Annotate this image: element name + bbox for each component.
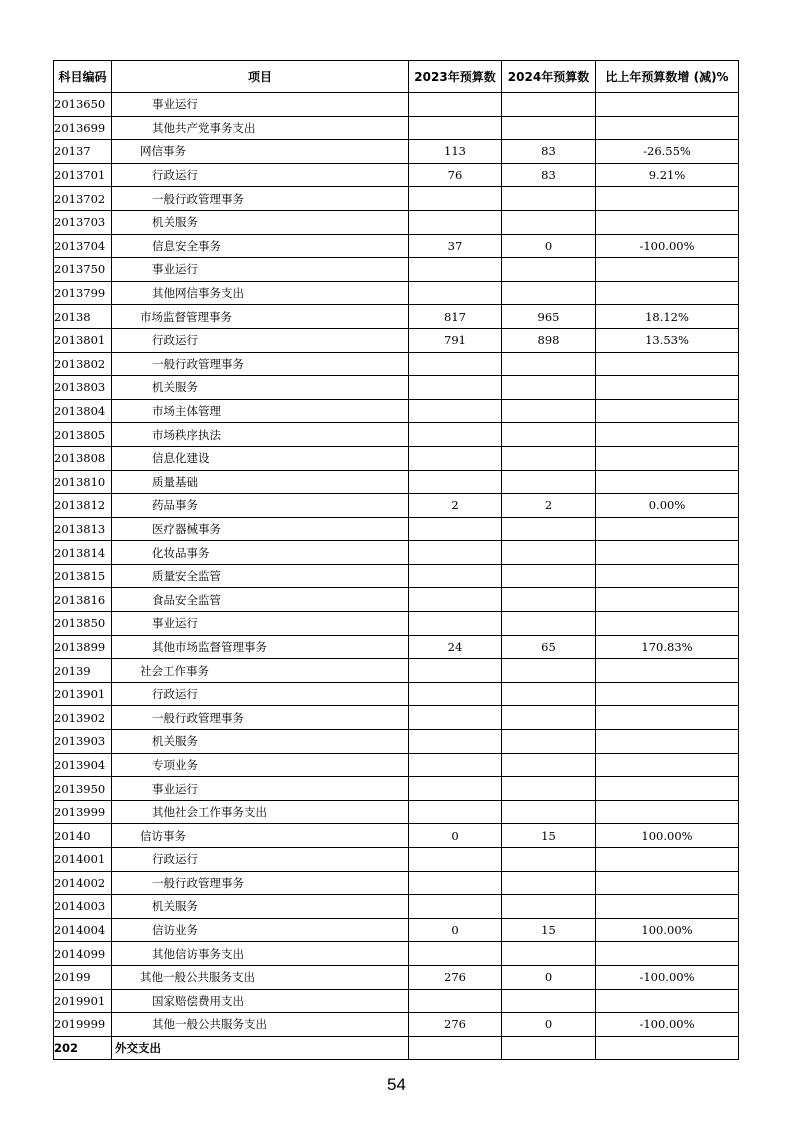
item-cell: 机关服务 bbox=[112, 895, 409, 919]
table-row bbox=[54, 210, 739, 234]
budget-2024-cell bbox=[502, 281, 596, 305]
item-cell: 网信事务 bbox=[112, 140, 409, 164]
item-cell: 食品安全监管 bbox=[112, 588, 409, 612]
header-budget-2023: 2023年预算数 bbox=[409, 61, 502, 93]
budget-2024-cell bbox=[502, 423, 596, 447]
change-pct-cell: 13.53% bbox=[596, 328, 739, 352]
code-cell: 2013813 bbox=[54, 517, 112, 541]
code-cell: 2013901 bbox=[54, 682, 112, 706]
change-pct-cell bbox=[596, 612, 739, 636]
table-row bbox=[54, 848, 739, 872]
item-cell: 一般行政管理事务 bbox=[112, 352, 409, 376]
change-pct-cell: -26.55% bbox=[596, 140, 739, 164]
budget-2023-cell bbox=[409, 800, 502, 824]
item-cell: 医疗器械事务 bbox=[112, 517, 409, 541]
item-cell: 社会工作事务 bbox=[112, 659, 409, 683]
table-row bbox=[54, 93, 739, 117]
table-row bbox=[54, 187, 739, 211]
code-cell: 20199 bbox=[54, 965, 112, 989]
code-cell: 2013699 bbox=[54, 116, 112, 140]
table-row bbox=[54, 470, 739, 494]
budget-2023-cell bbox=[409, 258, 502, 282]
change-pct-cell: 18.12% bbox=[596, 305, 739, 329]
budget-2024-cell bbox=[502, 376, 596, 400]
table-row bbox=[54, 517, 739, 541]
code-cell: 2013802 bbox=[54, 352, 112, 376]
budget-2023-cell: 2 bbox=[409, 494, 502, 518]
code-cell: 2013704 bbox=[54, 234, 112, 258]
table-row bbox=[54, 918, 739, 942]
budget-2023-cell bbox=[409, 588, 502, 612]
budget-2023-cell bbox=[409, 871, 502, 895]
table-body bbox=[54, 93, 739, 1060]
table-row bbox=[54, 423, 739, 447]
change-pct-cell bbox=[596, 659, 739, 683]
item-cell: 其他社会工作事务支出 bbox=[112, 800, 409, 824]
budget-2024-cell bbox=[502, 612, 596, 636]
item-cell: 质量基础 bbox=[112, 470, 409, 494]
budget-2023-cell bbox=[409, 848, 502, 872]
table-row bbox=[54, 328, 739, 352]
code-cell: 2014002 bbox=[54, 871, 112, 895]
code-cell: 2013902 bbox=[54, 706, 112, 730]
budget-2024-cell bbox=[502, 588, 596, 612]
table-row bbox=[54, 305, 739, 329]
item-cell: 其他市场监督管理事务 bbox=[112, 635, 409, 659]
budget-2024-cell bbox=[502, 848, 596, 872]
budget-2023-cell: 0 bbox=[409, 824, 502, 848]
budget-2023-cell: 37 bbox=[409, 234, 502, 258]
change-pct-cell bbox=[596, 258, 739, 282]
change-pct-cell bbox=[596, 116, 739, 140]
table-row bbox=[54, 399, 739, 423]
budget-2023-cell bbox=[409, 116, 502, 140]
budget-2024-cell bbox=[502, 682, 596, 706]
budget-2024-cell: 65 bbox=[502, 635, 596, 659]
table-row bbox=[54, 541, 739, 565]
budget-2024-cell bbox=[502, 446, 596, 470]
code-cell: 2014003 bbox=[54, 895, 112, 919]
change-pct-cell: 0.00% bbox=[596, 494, 739, 518]
budget-2024-cell bbox=[502, 517, 596, 541]
change-pct-cell: 9.21% bbox=[596, 163, 739, 187]
budget-2024-cell: 965 bbox=[502, 305, 596, 329]
table-row bbox=[54, 612, 739, 636]
budget-2024-cell bbox=[502, 352, 596, 376]
change-pct-cell bbox=[596, 848, 739, 872]
code-cell: 2013814 bbox=[54, 541, 112, 565]
header-item: 项目 bbox=[112, 61, 409, 93]
budget-2024-cell bbox=[502, 210, 596, 234]
change-pct-cell bbox=[596, 352, 739, 376]
budget-table bbox=[53, 60, 739, 1060]
budget-2024-cell bbox=[502, 93, 596, 117]
budget-2024-cell bbox=[502, 777, 596, 801]
change-pct-cell bbox=[596, 187, 739, 211]
code-cell: 2013650 bbox=[54, 93, 112, 117]
budget-2024-cell: 0 bbox=[502, 965, 596, 989]
change-pct-cell bbox=[596, 753, 739, 777]
table-row bbox=[54, 895, 739, 919]
code-cell: 2014001 bbox=[54, 848, 112, 872]
code-cell: 2013903 bbox=[54, 730, 112, 754]
code-cell: 2013812 bbox=[54, 494, 112, 518]
item-cell: 化妆品事务 bbox=[112, 541, 409, 565]
item-cell: 事业运行 bbox=[112, 612, 409, 636]
change-pct-cell: -100.00% bbox=[596, 965, 739, 989]
budget-2023-cell bbox=[409, 281, 502, 305]
code-cell: 2013808 bbox=[54, 446, 112, 470]
item-cell: 一般行政管理事务 bbox=[112, 871, 409, 895]
code-cell: 2013799 bbox=[54, 281, 112, 305]
change-pct-cell bbox=[596, 423, 739, 447]
table-row bbox=[54, 989, 739, 1013]
budget-2023-cell bbox=[409, 517, 502, 541]
change-pct-cell bbox=[596, 376, 739, 400]
budget-2023-cell bbox=[409, 210, 502, 234]
table-row bbox=[54, 588, 739, 612]
table-row bbox=[54, 376, 739, 400]
budget-2024-cell: 15 bbox=[502, 824, 596, 848]
code-cell: 2013701 bbox=[54, 163, 112, 187]
item-cell: 其他网信事务支出 bbox=[112, 281, 409, 305]
budget-2023-cell bbox=[409, 895, 502, 919]
item-cell: 其他信访事务支出 bbox=[112, 942, 409, 966]
budget-2024-cell: 0 bbox=[502, 234, 596, 258]
item-cell: 行政运行 bbox=[112, 328, 409, 352]
budget-2023-cell bbox=[409, 706, 502, 730]
code-cell: 2013805 bbox=[54, 423, 112, 447]
item-cell: 信访事务 bbox=[112, 824, 409, 848]
budget-2024-cell: 0 bbox=[502, 1013, 596, 1037]
change-pct-cell bbox=[596, 399, 739, 423]
budget-2023-cell bbox=[409, 446, 502, 470]
header-budget-2024: 2024年预算数 bbox=[502, 61, 596, 93]
code-cell: 2013804 bbox=[54, 399, 112, 423]
item-cell: 行政运行 bbox=[112, 682, 409, 706]
item-cell: 事业运行 bbox=[112, 93, 409, 117]
budget-2024-cell: 83 bbox=[502, 140, 596, 164]
budget-2023-cell bbox=[409, 93, 502, 117]
table-row bbox=[54, 116, 739, 140]
code-cell: 2019999 bbox=[54, 1013, 112, 1037]
item-cell: 市场秩序执法 bbox=[112, 423, 409, 447]
item-cell: 机关服务 bbox=[112, 730, 409, 754]
budget-2023-cell bbox=[409, 730, 502, 754]
code-cell: 2013950 bbox=[54, 777, 112, 801]
budget-2024-cell: 15 bbox=[502, 918, 596, 942]
budget-2024-cell bbox=[502, 753, 596, 777]
budget-2024-cell: 83 bbox=[502, 163, 596, 187]
budget-2024-cell bbox=[502, 541, 596, 565]
budget-2023-cell: 113 bbox=[409, 140, 502, 164]
code-cell: 2014099 bbox=[54, 942, 112, 966]
budget-2024-cell bbox=[502, 258, 596, 282]
budget-2024-cell bbox=[502, 399, 596, 423]
table-row bbox=[54, 1036, 739, 1060]
item-cell: 质量安全监管 bbox=[112, 564, 409, 588]
budget-2023-cell: 24 bbox=[409, 635, 502, 659]
code-cell: 2014004 bbox=[54, 918, 112, 942]
item-cell: 事业运行 bbox=[112, 777, 409, 801]
item-cell: 一般行政管理事务 bbox=[112, 187, 409, 211]
budget-2024-cell bbox=[502, 800, 596, 824]
change-pct-cell bbox=[596, 706, 739, 730]
table-row bbox=[54, 635, 739, 659]
code-cell: 2013810 bbox=[54, 470, 112, 494]
item-cell: 行政运行 bbox=[112, 163, 409, 187]
item-cell: 其他共产党事务支出 bbox=[112, 116, 409, 140]
item-cell: 信息化建设 bbox=[112, 446, 409, 470]
budget-2023-cell bbox=[409, 989, 502, 1013]
change-pct-cell: 100.00% bbox=[596, 824, 739, 848]
table-row bbox=[54, 777, 739, 801]
budget-2023-cell bbox=[409, 612, 502, 636]
table-row bbox=[54, 494, 739, 518]
change-pct-cell bbox=[596, 942, 739, 966]
budget-2024-cell: 898 bbox=[502, 328, 596, 352]
item-cell: 一般行政管理事务 bbox=[112, 706, 409, 730]
budget-2024-cell bbox=[502, 730, 596, 754]
budget-2023-cell bbox=[409, 541, 502, 565]
budget-2024-cell bbox=[502, 871, 596, 895]
code-cell: 20140 bbox=[54, 824, 112, 848]
budget-2023-cell: 276 bbox=[409, 965, 502, 989]
budget-2023-cell bbox=[409, 1036, 502, 1060]
code-cell: 2013815 bbox=[54, 564, 112, 588]
table-row bbox=[54, 753, 739, 777]
budget-2023-cell bbox=[409, 423, 502, 447]
table-row bbox=[54, 446, 739, 470]
change-pct-cell bbox=[596, 281, 739, 305]
code-cell: 2013750 bbox=[54, 258, 112, 282]
code-cell: 2013801 bbox=[54, 328, 112, 352]
change-pct-cell bbox=[596, 800, 739, 824]
item-cell: 市场主体管理 bbox=[112, 399, 409, 423]
budget-2023-cell bbox=[409, 187, 502, 211]
budget-2023-cell bbox=[409, 399, 502, 423]
table-row bbox=[54, 659, 739, 683]
change-pct-cell bbox=[596, 730, 739, 754]
change-pct-cell: 170.83% bbox=[596, 635, 739, 659]
code-cell: 2013816 bbox=[54, 588, 112, 612]
change-pct-cell bbox=[596, 93, 739, 117]
table-row bbox=[54, 1013, 739, 1037]
code-cell: 2013899 bbox=[54, 635, 112, 659]
budget-2023-cell bbox=[409, 753, 502, 777]
item-cell: 其他一般公共服务支出 bbox=[112, 965, 409, 989]
change-pct-cell bbox=[596, 777, 739, 801]
change-pct-cell bbox=[596, 588, 739, 612]
change-pct-cell bbox=[596, 564, 739, 588]
table-row bbox=[54, 281, 739, 305]
change-pct-cell bbox=[596, 517, 739, 541]
budget-2023-cell bbox=[409, 376, 502, 400]
item-cell: 国家赔偿费用支出 bbox=[112, 989, 409, 1013]
budget-2023-cell bbox=[409, 682, 502, 706]
code-cell: 20139 bbox=[54, 659, 112, 683]
code-cell: 2013904 bbox=[54, 753, 112, 777]
table-row bbox=[54, 942, 739, 966]
item-cell: 药品事务 bbox=[112, 494, 409, 518]
budget-2023-cell bbox=[409, 942, 502, 966]
table-row bbox=[54, 730, 739, 754]
change-pct-cell bbox=[596, 541, 739, 565]
budget-2023-cell bbox=[409, 564, 502, 588]
budget-2023-cell bbox=[409, 470, 502, 494]
table-row bbox=[54, 352, 739, 376]
change-pct-cell bbox=[596, 895, 739, 919]
change-pct-cell bbox=[596, 446, 739, 470]
item-cell: 信息安全事务 bbox=[112, 234, 409, 258]
budget-2024-cell bbox=[502, 1036, 596, 1060]
code-cell: 20138 bbox=[54, 305, 112, 329]
table-row bbox=[54, 824, 739, 848]
budget-2023-cell bbox=[409, 352, 502, 376]
change-pct-cell bbox=[596, 470, 739, 494]
budget-2023-cell: 76 bbox=[409, 163, 502, 187]
table-row bbox=[54, 140, 739, 164]
code-cell: 2013702 bbox=[54, 187, 112, 211]
change-pct-cell bbox=[596, 871, 739, 895]
table-row bbox=[54, 163, 739, 187]
code-cell: 2013999 bbox=[54, 800, 112, 824]
budget-2024-cell bbox=[502, 470, 596, 494]
item-cell: 机关服务 bbox=[112, 210, 409, 234]
budget-2023-cell bbox=[409, 659, 502, 683]
budget-2024-cell bbox=[502, 187, 596, 211]
item-cell: 事业运行 bbox=[112, 258, 409, 282]
table-row bbox=[54, 564, 739, 588]
item-cell: 专项业务 bbox=[112, 753, 409, 777]
table-header-row bbox=[54, 61, 739, 93]
code-cell: 202 bbox=[54, 1036, 112, 1060]
table-row bbox=[54, 965, 739, 989]
page-number: 54 bbox=[387, 1075, 406, 1094]
item-cell: 行政运行 bbox=[112, 848, 409, 872]
code-cell: 2019901 bbox=[54, 989, 112, 1013]
budget-2023-cell: 276 bbox=[409, 1013, 502, 1037]
budget-2024-cell bbox=[502, 989, 596, 1013]
budget-2024-cell bbox=[502, 564, 596, 588]
budget-2023-cell: 791 bbox=[409, 328, 502, 352]
item-cell: 市场监督管理事务 bbox=[112, 305, 409, 329]
change-pct-cell: -100.00% bbox=[596, 1013, 739, 1037]
header-code: 科目编码 bbox=[54, 61, 112, 93]
table-row bbox=[54, 871, 739, 895]
budget-2023-cell bbox=[409, 777, 502, 801]
item-cell: 信访业务 bbox=[112, 918, 409, 942]
budget-2024-cell bbox=[502, 659, 596, 683]
table-row bbox=[54, 706, 739, 730]
change-pct-cell: -100.00% bbox=[596, 234, 739, 258]
budget-2024-cell bbox=[502, 942, 596, 966]
item-cell: 机关服务 bbox=[112, 376, 409, 400]
change-pct-cell bbox=[596, 1036, 739, 1060]
table-row bbox=[54, 234, 739, 258]
change-pct-cell bbox=[596, 989, 739, 1013]
item-cell: 其他一般公共服务支出 bbox=[112, 1013, 409, 1037]
table-row bbox=[54, 682, 739, 706]
budget-2023-cell: 817 bbox=[409, 305, 502, 329]
table-row bbox=[54, 800, 739, 824]
change-pct-cell: 100.00% bbox=[596, 918, 739, 942]
change-pct-cell bbox=[596, 210, 739, 234]
budget-2024-cell bbox=[502, 895, 596, 919]
item-cell: 外交支出 bbox=[112, 1036, 409, 1060]
code-cell: 2013803 bbox=[54, 376, 112, 400]
table-row bbox=[54, 258, 739, 282]
code-cell: 2013850 bbox=[54, 612, 112, 636]
budget-2024-cell: 2 bbox=[502, 494, 596, 518]
code-cell: 20137 bbox=[54, 140, 112, 164]
header-change-pct: 比上年预算数增 (减)% bbox=[596, 61, 739, 93]
budget-2024-cell bbox=[502, 706, 596, 730]
change-pct-cell bbox=[596, 682, 739, 706]
code-cell: 2013703 bbox=[54, 210, 112, 234]
budget-2023-cell: 0 bbox=[409, 918, 502, 942]
budget-2024-cell bbox=[502, 116, 596, 140]
